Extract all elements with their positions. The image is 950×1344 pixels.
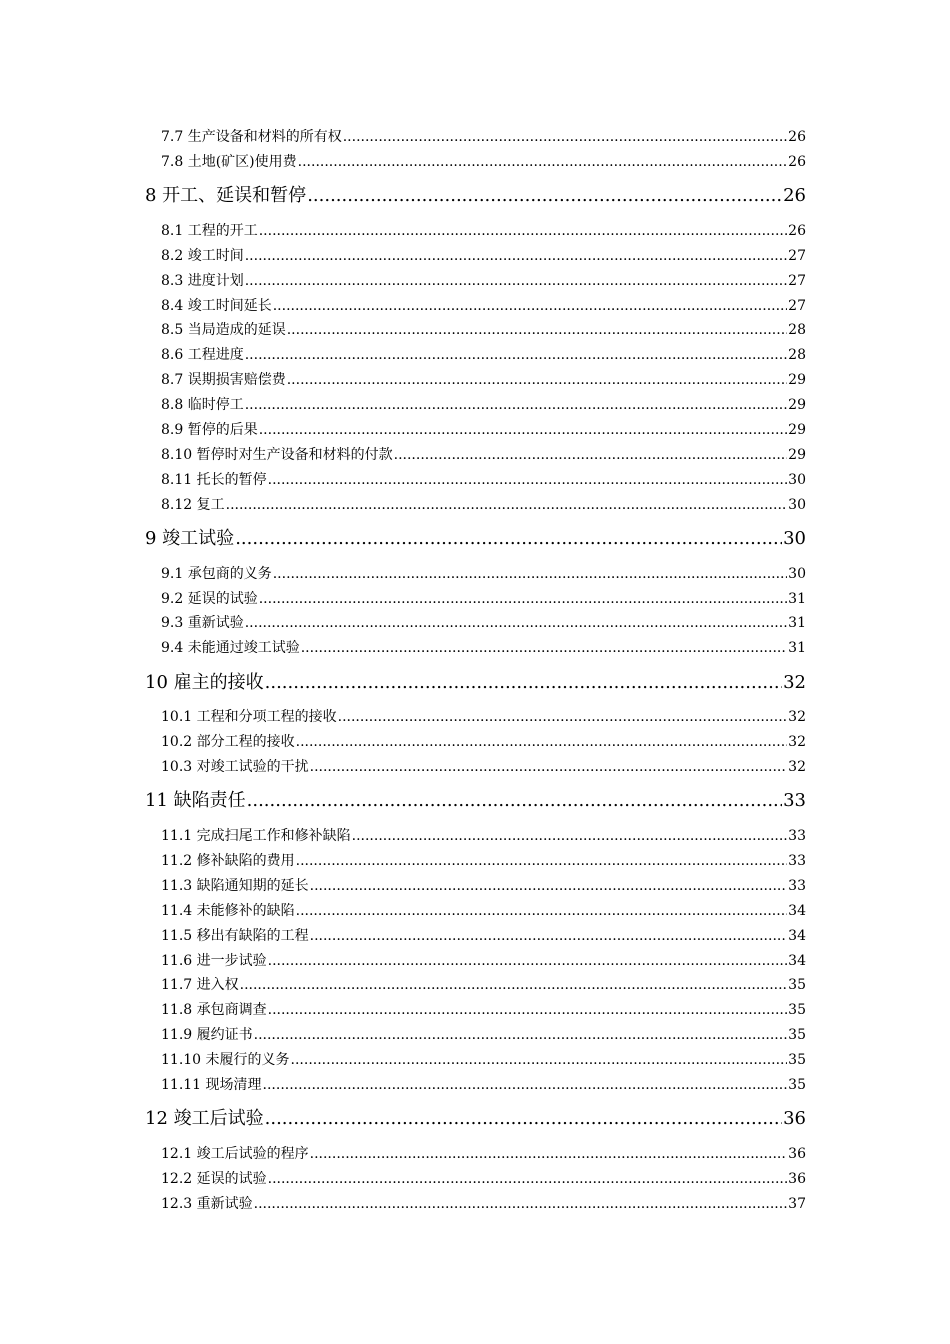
dot-leader [265,670,782,696]
toc-page-number: 32 [788,734,806,750]
dot-leader [298,152,788,172]
toc-entry-title: 10 雇主的接收 [145,672,264,693]
toc-section-entry[interactable] [161,1000,806,1020]
toc-entry-title: 8.7 误期损害赔偿费 [161,372,286,388]
toc-section-entry[interactable] [161,901,806,921]
toc-entry-title: 11.6 进一步试验 [161,953,267,969]
dot-leader [259,420,787,440]
toc-entry-title: 8.5 当局造成的延误 [161,322,286,338]
dot-leader [296,851,788,871]
dot-leader [352,826,788,846]
toc-page-number: 29 [788,372,806,388]
toc-entry-title: 10.1 工程和分项工程的接收 [161,709,337,725]
toc-section-entry[interactable] [161,221,806,241]
toc-entry-title: 11.3 缺陷通知期的延长 [161,878,309,894]
toc-section-entry[interactable] [161,951,806,971]
toc-page-number: 34 [788,953,806,969]
toc-entry-title: 11 缺陷责任 [145,790,246,811]
dot-leader [268,951,788,971]
toc-page-number: 33 [788,828,806,844]
toc-section-entry[interactable] [161,370,806,390]
toc-section-entry[interactable] [161,1194,806,1214]
toc-page-number: 36 [788,1171,806,1187]
dot-leader [245,246,787,266]
toc-page-number: 28 [788,347,806,363]
toc-section-entry[interactable] [161,826,806,846]
toc-section-entry[interactable] [161,271,806,291]
toc-section-entry[interactable] [161,1169,806,1189]
toc-page-number: 36 [788,1146,806,1162]
toc-page-number: 35 [788,1052,806,1068]
toc-section-entry[interactable] [161,564,806,584]
toc-chapter-entry[interactable] [145,526,806,552]
toc-entry-title: 8.8 临时停工 [161,397,244,413]
toc-entry-title: 8.12 复工 [161,497,225,513]
toc-section-entry[interactable] [161,851,806,871]
toc-section-entry[interactable] [161,320,806,340]
toc-entry-title: 7.7 生产设备和材料的所有权 [161,129,342,145]
toc-section-entry[interactable] [161,926,806,946]
toc-page-number: 29 [788,397,806,413]
toc-section-entry[interactable] [161,127,806,147]
toc-page-number: 33 [788,878,806,894]
toc-section-entry[interactable] [161,1025,806,1045]
toc-page-number: 31 [788,615,806,631]
toc-entry-title: 11.2 修补缺陷的费用 [161,853,295,869]
toc-section-entry[interactable] [161,495,806,515]
dot-leader [310,757,788,777]
toc-page-number: 35 [788,1027,806,1043]
dot-leader [296,901,788,921]
toc-section-entry[interactable] [161,732,806,752]
toc-section-entry[interactable] [161,757,806,777]
dot-leader [273,564,787,584]
toc-entry-title: 8.11 托长的暂停 [161,472,267,488]
toc-page-number: 26 [788,154,806,170]
toc-page-number: 26 [788,129,806,145]
toc-entry-title: 12.3 重新试验 [161,1196,253,1212]
toc-page-number: 27 [788,248,806,264]
toc-chapter-entry[interactable] [145,183,806,209]
toc-page-number: 28 [788,322,806,338]
toc-page-number: 34 [788,903,806,919]
toc-section-entry[interactable] [161,638,806,658]
toc-page-number: 32 [788,759,806,775]
toc-page-number: 31 [788,591,806,607]
toc-entry-title: 11.10 未履行的义务 [161,1052,290,1068]
dot-leader [301,638,787,658]
toc-entry-title: 11.9 履约证书 [161,1027,253,1043]
toc-page-number: 27 [788,273,806,289]
toc-entry-title: 8.9 暂停的后果 [161,422,258,438]
toc-section-entry[interactable] [161,876,806,896]
dot-leader [259,221,787,241]
toc-entry-title: 11.5 移出有缺陷的工程 [161,928,309,944]
toc-section-entry[interactable] [161,445,806,465]
toc-entry-title: 9.1 承包商的义务 [161,566,272,582]
toc-entry-title: 8.4 竣工时间延长 [161,298,272,314]
toc-entry-title: 9 竣工试验 [145,528,235,549]
toc-page-number: 35 [788,1002,806,1018]
dot-leader [310,926,788,946]
dot-leader [268,1169,788,1189]
dot-leader [245,271,787,291]
dot-leader [240,975,788,995]
toc-entry-title: 8 开工、延误和暂停 [145,185,307,206]
dot-leader [310,876,788,896]
toc-page-number: 27 [788,298,806,314]
dot-leader [268,1000,788,1020]
dot-leader [247,788,782,814]
toc-section-entry[interactable] [161,152,806,172]
toc-chapter-entry[interactable] [145,1106,806,1132]
toc-page-number: 37 [788,1196,806,1212]
toc-entry-title: 9.3 重新试验 [161,615,244,631]
toc-page-number: 35 [788,977,806,993]
dot-leader [296,732,788,752]
toc-section-entry[interactable] [161,589,806,609]
dot-leader [254,1194,788,1214]
dot-leader [254,1025,788,1045]
dot-leader [263,1075,788,1095]
toc-entry-title: 12.2 延误的试验 [161,1171,267,1187]
toc-entry-title: 8.6 工程进度 [161,347,244,363]
dot-leader [307,183,782,209]
toc-entry-title: 8.3 进度计划 [161,273,244,289]
toc-chapter-entry[interactable] [145,788,806,814]
toc-page-number: 36 [783,1108,806,1129]
toc-section-entry[interactable] [161,246,806,266]
toc-page-number: 32 [783,672,806,693]
toc-page-number: 30 [788,472,806,488]
dot-leader [287,320,787,340]
dot-leader [245,613,787,633]
dot-leader [291,1050,788,1070]
toc-section-entry[interactable] [161,1050,806,1070]
toc-chapter-entry[interactable] [145,670,806,696]
dot-leader [245,395,787,415]
toc-page-number: 29 [788,447,806,463]
toc-section-entry[interactable] [161,1144,806,1164]
dot-leader [265,1106,782,1132]
toc-page-number: 31 [788,640,806,656]
toc-section-entry[interactable] [161,296,806,316]
toc-page-number: 26 [788,223,806,239]
toc-page-number: 33 [788,853,806,869]
dot-leader [394,445,788,465]
toc-entry-title: 11.1 完成扫尾工作和修补缺陷 [161,828,351,844]
toc-section-entry[interactable] [161,1075,806,1095]
toc-page-number: 30 [788,566,806,582]
toc-page-number: 30 [783,528,806,549]
toc-entry-title: 12 竣工后试验 [145,1108,264,1129]
toc-entry-title: 10.2 部分工程的接收 [161,734,295,750]
dot-leader [338,707,788,727]
toc-section-entry[interactable] [161,395,806,415]
toc-page-number: 30 [788,497,806,513]
toc-section-entry[interactable] [161,613,806,633]
toc-page-number: 29 [788,422,806,438]
dot-leader [310,1144,788,1164]
dot-leader [245,345,787,365]
toc-entry-title: 9.2 延误的试验 [161,591,258,607]
toc-entry-title: 8.1 工程的开工 [161,223,258,239]
dot-leader [235,526,782,552]
toc-entry-title: 9.4 未能通过竣工试验 [161,640,300,656]
toc-entry-title: 11.7 进入权 [161,977,239,993]
toc-page-number: 34 [788,928,806,944]
dot-leader [268,470,788,490]
dot-leader [343,127,787,147]
dot-leader [259,589,787,609]
toc-page-number: 26 [783,185,806,206]
toc-entry-title: 7.8 土地(矿区)使用费 [161,154,297,170]
toc-entry-title: 8.10 暂停时对生产设备和材料的付款 [161,447,393,463]
toc-section-entry[interactable] [161,707,806,727]
toc-section-entry[interactable] [161,420,806,440]
toc-page-number: 32 [788,709,806,725]
toc-section-entry[interactable] [161,975,806,995]
toc-entry-title: 11.8 承包商调查 [161,1002,267,1018]
toc-page-number: 35 [788,1077,806,1093]
toc-entry-title: 11.4 未能修补的缺陷 [161,903,295,919]
toc-entry-title: 11.11 现场清理 [161,1077,262,1093]
toc-entry-title: 10.3 对竣工试验的干扰 [161,759,309,775]
dot-leader [226,495,788,515]
toc-entry-title: 8.2 竣工时间 [161,248,244,264]
toc-section-entry[interactable] [161,345,806,365]
toc-entry-title: 12.1 竣工后试验的程序 [161,1146,309,1162]
dot-leader [273,296,787,316]
toc-page-number: 33 [783,790,806,811]
dot-leader [287,370,787,390]
toc-section-entry[interactable] [161,470,806,490]
